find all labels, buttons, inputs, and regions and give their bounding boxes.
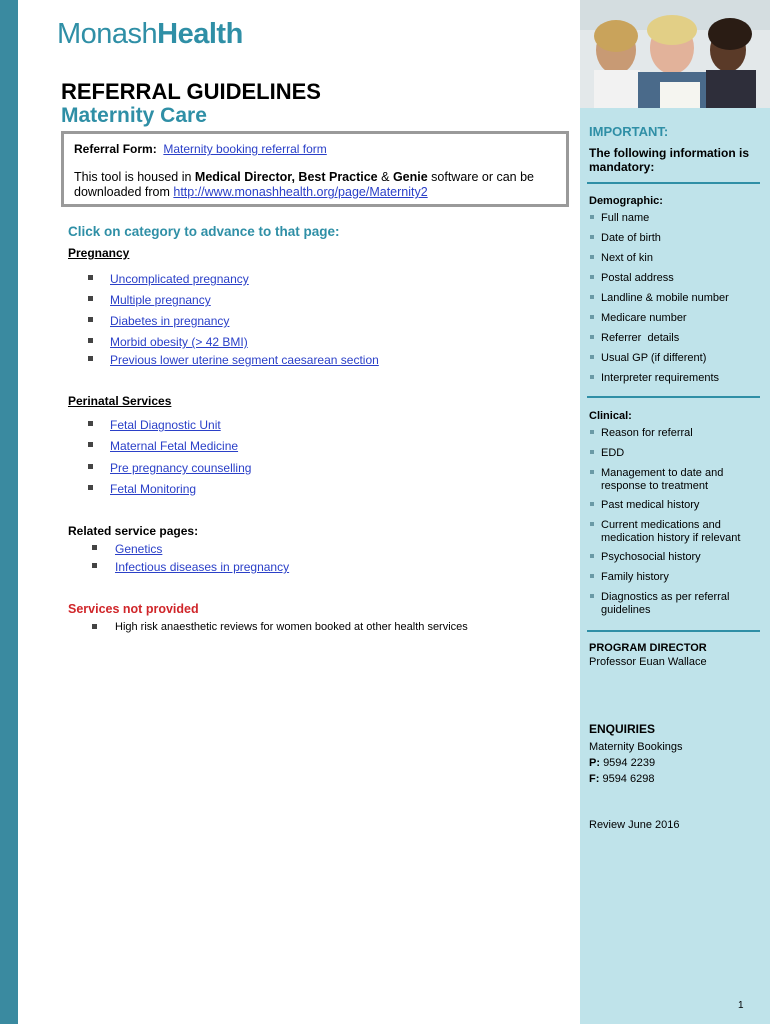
bullet-icon (590, 594, 594, 598)
not-provided-item: High risk anaesthetic reviews for women booked at other health services (115, 621, 468, 633)
referral-form-label: Referral Form: (74, 142, 157, 156)
bullet-icon (88, 464, 93, 469)
bullet-icon (590, 275, 594, 279)
clinical-item: EDD (601, 447, 625, 459)
divider (587, 182, 760, 184)
link-maternal-fetal-medicine[interactable]: Maternal Fetal Medicine (110, 439, 239, 453)
not-provided-heading: Services not provided (68, 602, 199, 616)
pregnancy-heading: Pregnancy (68, 246, 130, 260)
bullet-icon (92, 545, 97, 550)
bullet-icon (88, 296, 93, 301)
program-director-heading: PROGRAM DIRECTOR (589, 642, 707, 654)
page-subtitle: Maternity Care (61, 104, 207, 127)
enquiries-heading: ENQUIRIES (589, 722, 656, 736)
link-genetics[interactable]: Genetics (115, 542, 163, 556)
demographic-item: Interpreter requirements (601, 372, 719, 384)
bullet-icon (88, 356, 93, 361)
staff-photo (580, 0, 770, 108)
enquiries-name: Maternity Bookings (589, 741, 683, 753)
bullet-icon (88, 485, 93, 490)
clinical-item: Management to date and response to treatment (601, 467, 724, 492)
clinical-item: Past medical history (601, 499, 700, 511)
bullet-icon (88, 421, 93, 426)
bullet-icon (590, 315, 594, 319)
demographic-item: Usual GP (if different) (601, 352, 707, 364)
fax-number: 9594 6298 (602, 773, 655, 785)
demographic-item: Full name (601, 212, 650, 224)
clinical-item: Diagnostics as per referral guidelines (601, 591, 730, 616)
bullet-icon (590, 295, 594, 299)
link-infectious-diseases[interactable]: Infectious diseases in pregnancy (115, 560, 290, 574)
demographic-item: Date of birth (601, 232, 661, 244)
bullet-icon (590, 554, 594, 558)
demographic-item: Landline & mobile number (601, 292, 729, 304)
page-title: REFERRAL GUIDELINES (61, 79, 321, 104)
bullet-icon (590, 430, 594, 434)
phone-number: 9594 2239 (603, 757, 656, 769)
download-url-link[interactable]: http://www.monashhealth.org/page/Maternity2 (173, 185, 428, 199)
referral-info-text: This tool is housed in Medical Director, Best Practice & Genie software or can be downloaded from http://www.monashhealth.org/page/Maternity2 (74, 170, 534, 199)
bullet-icon (590, 215, 594, 219)
clinical-item: Current medications and medication history if relevant (601, 519, 741, 544)
review-date: Review June 2016 (589, 819, 680, 831)
bullet-icon (88, 275, 93, 280)
link-fetal-diagnostic-unit[interactable]: Fetal Diagnostic Unit (110, 418, 221, 432)
clinical-item: Reason for referral (601, 427, 693, 439)
link-diabetes-in-pregnancy[interactable]: Diabetes in pregnancy (110, 314, 230, 328)
bullet-icon (590, 574, 594, 578)
demographic-item: Postal address (601, 272, 674, 284)
referral-form-box (61, 131, 569, 207)
bullet-icon (590, 470, 594, 474)
bullet-icon (590, 450, 594, 454)
bullet-icon (590, 502, 594, 506)
link-morbid-obesity[interactable]: Morbid obesity (> 42 BMI) (110, 335, 248, 349)
link-multiple-pregnancy[interactable]: Multiple pregnancy (110, 293, 211, 307)
bullet-icon (590, 235, 594, 239)
demographic-item: Medicare number (601, 312, 687, 324)
bullet-icon (88, 317, 93, 322)
divider (587, 396, 760, 398)
demographic-heading: Demographic: (589, 195, 663, 207)
important-heading: IMPORTANT: (589, 124, 669, 139)
link-pre-pregnancy-counselling[interactable]: Pre pregnancy counselling (110, 461, 252, 475)
left-accent-bar (0, 0, 18, 1024)
demographic-item: Referrer details (601, 332, 680, 344)
clinical-heading: Clinical: (589, 410, 632, 422)
bullet-icon (88, 442, 93, 447)
bullet-icon (590, 255, 594, 259)
bullet-icon (590, 375, 594, 379)
link-uncomplicated-pregnancy[interactable]: Uncomplicated pregnancy (110, 272, 249, 286)
demographic-item: Next of kin (601, 252, 653, 264)
fax-row: F: 9594 6298 (589, 773, 655, 785)
click-category-heading: Click on category to advance to that page: (68, 224, 340, 239)
referral-form-link[interactable]: Maternity booking referral form (163, 142, 327, 156)
bullet-icon (92, 563, 97, 568)
bullet-icon (590, 335, 594, 339)
bullet-icon (590, 355, 594, 359)
program-director-name: Professor Euan Wallace (589, 656, 707, 668)
monash-health-logo: MonashHealth (57, 18, 243, 50)
bullet-icon (92, 624, 97, 629)
perinatal-heading: Perinatal Services (68, 394, 172, 408)
bullet-icon (590, 522, 594, 526)
related-heading: Related service pages: (68, 524, 199, 538)
referral-form-row (74, 142, 327, 156)
mandatory-text: The following information is mandatory: (589, 146, 749, 174)
link-previous-lucs[interactable]: Previous lower uterine segment caesarean section (110, 353, 379, 367)
page-number: 1 (738, 1000, 744, 1011)
clinical-item: Family history (601, 571, 669, 583)
divider (587, 630, 760, 632)
link-fetal-monitoring[interactable]: Fetal Monitoring (110, 482, 197, 496)
bullet-icon (88, 338, 93, 343)
phone-row: P: 9594 2239 (589, 757, 656, 769)
clinical-item: Psychosocial history (601, 551, 701, 563)
